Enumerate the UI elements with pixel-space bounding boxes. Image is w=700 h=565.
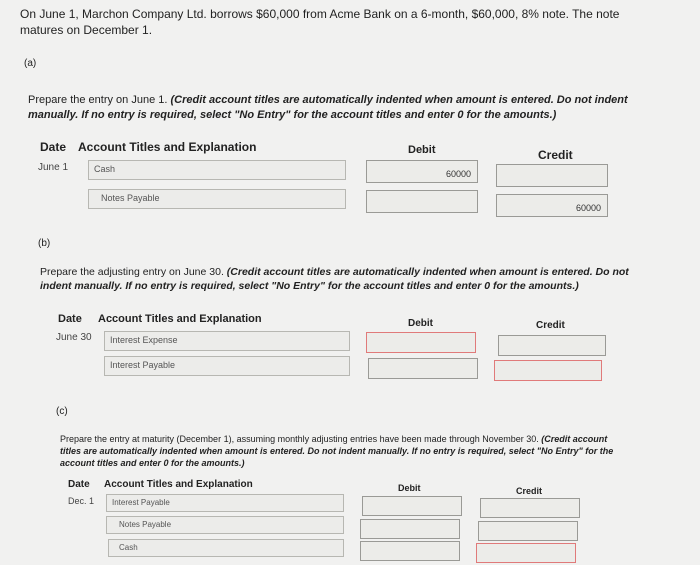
part-a-note: (Credit account titles are automatically indented when amount is entered. Do not indent manually. If no entry is required, select "No Entry" for the account titles and enter 0 for the amounts.) [28, 94, 628, 121]
part-c-note: (Credit account titles are automatically indented when amount is entered. Do not indent manually. If no entry is required, select "No Entry" for the account titles and enter 0 for the amounts.) [60, 434, 614, 468]
part-a-instructions [28, 93, 668, 123]
debit-input[interactable] [366, 332, 476, 353]
credit-input[interactable] [494, 360, 602, 381]
problem-statement: On June 1, Marchon Company Ltd. borrows $60,000 from Acme Bank on a 6-month, $60,000, 8% note. The note matures on December 1. [20, 7, 620, 37]
row-date: June 30 [56, 332, 92, 343]
part-a-prompt: Prepare the entry on June 1. [28, 94, 168, 106]
account-select[interactable]: Cash [88, 160, 346, 180]
account-select[interactable]: Interest Expense [104, 331, 350, 351]
account-select[interactable]: Cash [108, 539, 344, 557]
part-b-label: (b) [38, 238, 51, 249]
credit-input[interactable]: 60000 [496, 194, 608, 217]
header-credit: Credit [536, 320, 565, 331]
part-b-note: (Credit account titles are automatically indented when amount is entered. Do not indent manually. If no entry is required, select "No Entry" for the account titles and enter 0 for the amounts.) [40, 266, 629, 292]
credit-input[interactable] [478, 521, 578, 541]
part-b-prompt: Prepare the adjusting entry on June 30. [40, 266, 224, 278]
row-date: June 1 [38, 162, 69, 173]
part-a-label: (a) [24, 58, 37, 69]
credit-input[interactable] [476, 543, 576, 563]
credit-input[interactable] [480, 498, 580, 518]
header-date: Date [58, 313, 82, 325]
account-select[interactable]: Notes Payable [88, 189, 346, 209]
debit-input[interactable] [366, 190, 478, 213]
row-date: Dec. 1 [68, 496, 95, 506]
header-debit: Debit [408, 144, 436, 156]
header-account: Account Titles and Explanation [78, 140, 257, 154]
header-credit: Credit [538, 148, 573, 162]
header-account: Account Titles and Explanation [104, 479, 253, 490]
debit-input[interactable] [362, 496, 462, 516]
debit-input[interactable] [360, 541, 460, 561]
header-account: Account Titles and Explanation [98, 313, 262, 325]
header-date: Date [68, 479, 90, 490]
part-c-instructions [60, 433, 620, 469]
account-select[interactable]: Notes Payable [106, 516, 344, 534]
header-date: Date [40, 140, 67, 154]
credit-input[interactable] [498, 335, 606, 356]
header-credit: Credit [516, 486, 543, 496]
part-c-label: (c) [56, 406, 68, 417]
debit-input[interactable]: 60000 [366, 160, 478, 183]
part-b-instructions [40, 265, 660, 293]
debit-input[interactable] [360, 519, 460, 539]
account-select[interactable]: Interest Payable [106, 494, 344, 512]
part-c-prompt: Prepare the entry at maturity (December 1), assuming monthly adjusting entries have been made through November 30. [60, 434, 539, 444]
header-debit: Debit [408, 318, 433, 329]
account-select[interactable]: Interest Payable [104, 356, 350, 376]
header-debit: Debit [398, 483, 421, 493]
credit-input[interactable] [496, 164, 608, 187]
debit-input[interactable] [368, 358, 478, 379]
